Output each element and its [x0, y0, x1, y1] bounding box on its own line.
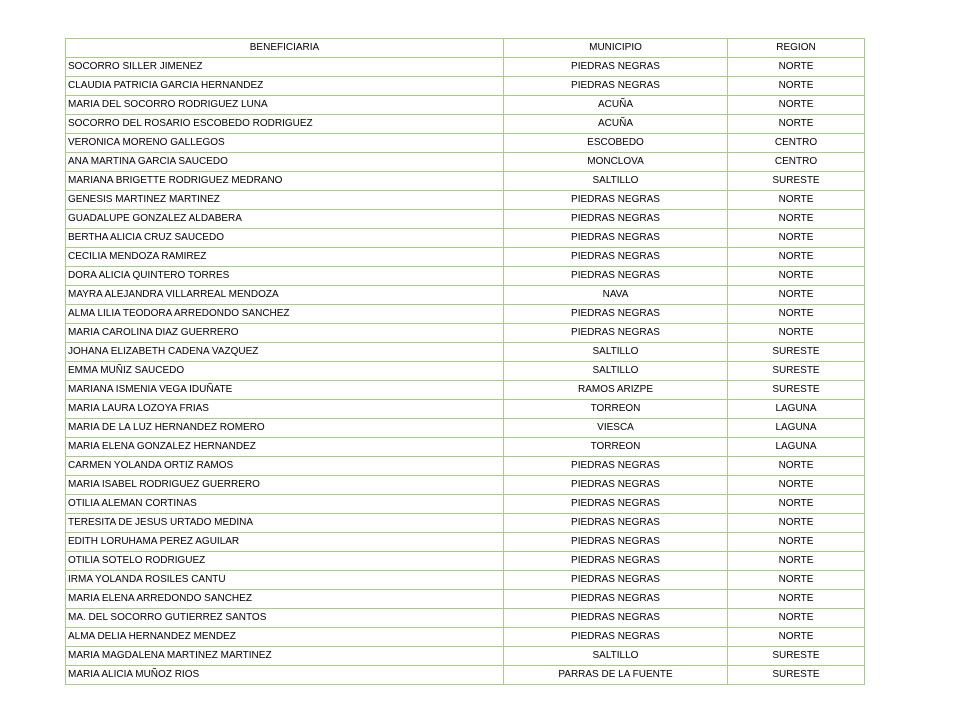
table-body — [66, 58, 865, 685]
cell-municipio: PIEDRAS NEGRAS — [504, 191, 728, 210]
cell-region: CENTRO — [728, 153, 865, 172]
cell-municipio: ACUÑA — [504, 96, 728, 115]
table-row — [66, 495, 865, 514]
table-row — [66, 533, 865, 552]
beneficiaries-sheet — [65, 38, 864, 685]
cell-beneficiaria: MARIA ELENA GONZALEZ HERNANDEZ — [66, 438, 504, 457]
cell-region: NORTE — [728, 191, 865, 210]
cell-region: LAGUNA — [728, 438, 865, 457]
table-row — [66, 210, 865, 229]
cell-region: NORTE — [728, 229, 865, 248]
table-row — [66, 628, 865, 647]
cell-beneficiaria: MARIANA ISMENIA VEGA IDUÑATE — [66, 381, 504, 400]
cell-region: NORTE — [728, 495, 865, 514]
cell-region: NORTE — [728, 305, 865, 324]
beneficiaries-table — [65, 38, 865, 685]
cell-beneficiaria: EDITH LORUHAMA PEREZ AGUILAR — [66, 533, 504, 552]
cell-municipio: PIEDRAS NEGRAS — [504, 476, 728, 495]
cell-region: NORTE — [728, 457, 865, 476]
cell-municipio: PARRAS DE LA FUENTE — [504, 666, 728, 685]
cell-municipio: SALTILLO — [504, 172, 728, 191]
header-region: REGION — [728, 39, 865, 58]
cell-municipio: PIEDRAS NEGRAS — [504, 267, 728, 286]
cell-municipio: VIESCA — [504, 419, 728, 438]
cell-municipio: PIEDRAS NEGRAS — [504, 628, 728, 647]
table-row — [66, 305, 865, 324]
cell-beneficiaria: MARIA CAROLINA DIAZ GUERRERO — [66, 324, 504, 343]
cell-region: NORTE — [728, 324, 865, 343]
cell-municipio: PIEDRAS NEGRAS — [504, 514, 728, 533]
cell-beneficiaria: EMMA MUÑIZ SAUCEDO — [66, 362, 504, 381]
cell-beneficiaria: MAYRA ALEJANDRA VILLARREAL MENDOZA — [66, 286, 504, 305]
table-row — [66, 400, 865, 419]
cell-region: LAGUNA — [728, 419, 865, 438]
cell-municipio: SALTILLO — [504, 362, 728, 381]
table-row — [66, 609, 865, 628]
table-row — [66, 476, 865, 495]
table-row — [66, 381, 865, 400]
cell-municipio: PIEDRAS NEGRAS — [504, 533, 728, 552]
cell-region: SURESTE — [728, 666, 865, 685]
cell-beneficiaria: CARMEN YOLANDA ORTIZ RAMOS — [66, 457, 504, 476]
cell-beneficiaria: ANA MARTINA GARCIA SAUCEDO — [66, 153, 504, 172]
cell-municipio: SALTILLO — [504, 343, 728, 362]
cell-municipio: PIEDRAS NEGRAS — [504, 495, 728, 514]
table-row — [66, 134, 865, 153]
table-row — [66, 172, 865, 191]
cell-municipio: PIEDRAS NEGRAS — [504, 457, 728, 476]
cell-region: NORTE — [728, 571, 865, 590]
cell-beneficiaria: BERTHA ALICIA CRUZ SAUCEDO — [66, 229, 504, 248]
table-row — [66, 552, 865, 571]
table-row — [66, 571, 865, 590]
cell-region: SURESTE — [728, 343, 865, 362]
cell-municipio: PIEDRAS NEGRAS — [504, 324, 728, 343]
cell-region: NORTE — [728, 609, 865, 628]
table-row — [66, 324, 865, 343]
cell-municipio: NAVA — [504, 286, 728, 305]
table-row — [66, 343, 865, 362]
cell-region: SURESTE — [728, 362, 865, 381]
header-municipio: MUNICIPIO — [504, 39, 728, 58]
cell-region: NORTE — [728, 96, 865, 115]
cell-beneficiaria: MARIA ELENA ARREDONDO SANCHEZ — [66, 590, 504, 609]
cell-region: SURESTE — [728, 172, 865, 191]
table-row — [66, 77, 865, 96]
cell-beneficiaria: ALMA DELIA HERNANDEZ MENDEZ — [66, 628, 504, 647]
cell-region: NORTE — [728, 58, 865, 77]
table-row — [66, 514, 865, 533]
table-row — [66, 362, 865, 381]
cell-municipio: PIEDRAS NEGRAS — [504, 77, 728, 96]
cell-beneficiaria: SOCORRO SILLER JIMENEZ — [66, 58, 504, 77]
cell-region: CENTRO — [728, 134, 865, 153]
cell-municipio: PIEDRAS NEGRAS — [504, 590, 728, 609]
cell-region: NORTE — [728, 552, 865, 571]
cell-beneficiaria: OTILIA SOTELO RODRIGUEZ — [66, 552, 504, 571]
cell-municipio: RAMOS ARIZPE — [504, 381, 728, 400]
table-header-row — [66, 39, 865, 58]
table-row — [66, 267, 865, 286]
cell-beneficiaria: MARIANA BRIGETTE RODRIGUEZ MEDRANO — [66, 172, 504, 191]
cell-region: SURESTE — [728, 647, 865, 666]
cell-municipio: ESCOBEDO — [504, 134, 728, 153]
cell-beneficiaria: SOCORRO DEL ROSARIO ESCOBEDO RODRIGUEZ — [66, 115, 504, 134]
cell-beneficiaria: CLAUDIA PATRICIA GARCIA HERNANDEZ — [66, 77, 504, 96]
cell-beneficiaria: VERONICA MORENO GALLEGOS — [66, 134, 504, 153]
cell-region: NORTE — [728, 267, 865, 286]
cell-region: NORTE — [728, 628, 865, 647]
cell-municipio: ACUÑA — [504, 115, 728, 134]
cell-beneficiaria: MARIA MAGDALENA MARTINEZ MARTINEZ — [66, 647, 504, 666]
table-row — [66, 457, 865, 476]
cell-region: NORTE — [728, 590, 865, 609]
cell-municipio: PIEDRAS NEGRAS — [504, 552, 728, 571]
cell-region: SURESTE — [728, 381, 865, 400]
cell-municipio: PIEDRAS NEGRAS — [504, 229, 728, 248]
table-row — [66, 438, 865, 457]
cell-region: NORTE — [728, 533, 865, 552]
table-row — [66, 96, 865, 115]
cell-region: NORTE — [728, 514, 865, 533]
cell-municipio: PIEDRAS NEGRAS — [504, 609, 728, 628]
cell-region: NORTE — [728, 77, 865, 96]
cell-beneficiaria: MARIA ALICIA MUÑOZ RIOS — [66, 666, 504, 685]
cell-beneficiaria: MA. DEL SOCORRO GUTIERREZ SANTOS — [66, 609, 504, 628]
table-row — [66, 248, 865, 267]
cell-beneficiaria: GUADALUPE GONZALEZ ALDABERA — [66, 210, 504, 229]
cell-beneficiaria: OTILIA ALEMAN CORTINAS — [66, 495, 504, 514]
cell-region: NORTE — [728, 248, 865, 267]
cell-municipio: TORREON — [504, 438, 728, 457]
cell-municipio: MONCLOVA — [504, 153, 728, 172]
cell-beneficiaria: MARIA DEL SOCORRO RODRIGUEZ LUNA — [66, 96, 504, 115]
table-row — [66, 286, 865, 305]
table-row — [66, 590, 865, 609]
table-row — [66, 153, 865, 172]
cell-municipio: PIEDRAS NEGRAS — [504, 305, 728, 324]
cell-region: NORTE — [728, 476, 865, 495]
table-row — [66, 58, 865, 77]
cell-municipio: PIEDRAS NEGRAS — [504, 571, 728, 590]
cell-municipio: PIEDRAS NEGRAS — [504, 210, 728, 229]
cell-beneficiaria: MARIA DE LA LUZ HERNANDEZ ROMERO — [66, 419, 504, 438]
cell-beneficiaria: CECILIA MENDOZA RAMIREZ — [66, 248, 504, 267]
cell-beneficiaria: DORA ALICIA QUINTERO TORRES — [66, 267, 504, 286]
cell-region: NORTE — [728, 115, 865, 134]
cell-municipio: PIEDRAS NEGRAS — [504, 58, 728, 77]
cell-municipio: SALTILLO — [504, 647, 728, 666]
cell-municipio: TORREON — [504, 400, 728, 419]
table-row — [66, 647, 865, 666]
cell-beneficiaria: ALMA LILIA TEODORA ARREDONDO SANCHEZ — [66, 305, 504, 324]
table-row — [66, 666, 865, 685]
table-row — [66, 191, 865, 210]
header-beneficiaria: BENEFICIARIA — [66, 39, 504, 58]
cell-beneficiaria: TERESITA DE JESUS URTADO MEDINA — [66, 514, 504, 533]
cell-beneficiaria: GENESIS MARTINEZ MARTINEZ — [66, 191, 504, 210]
cell-beneficiaria: MARIA ISABEL RODRIGUEZ GUERRERO — [66, 476, 504, 495]
cell-beneficiaria: JOHANA ELIZABETH CADENA VAZQUEZ — [66, 343, 504, 362]
table-row — [66, 115, 865, 134]
cell-beneficiaria: IRMA YOLANDA ROSILES CANTU — [66, 571, 504, 590]
cell-region: NORTE — [728, 210, 865, 229]
cell-region: LAGUNA — [728, 400, 865, 419]
table-row — [66, 229, 865, 248]
cell-municipio: PIEDRAS NEGRAS — [504, 248, 728, 267]
table-row — [66, 419, 865, 438]
cell-beneficiaria: MARIA LAURA LOZOYA FRIAS — [66, 400, 504, 419]
cell-region: NORTE — [728, 286, 865, 305]
